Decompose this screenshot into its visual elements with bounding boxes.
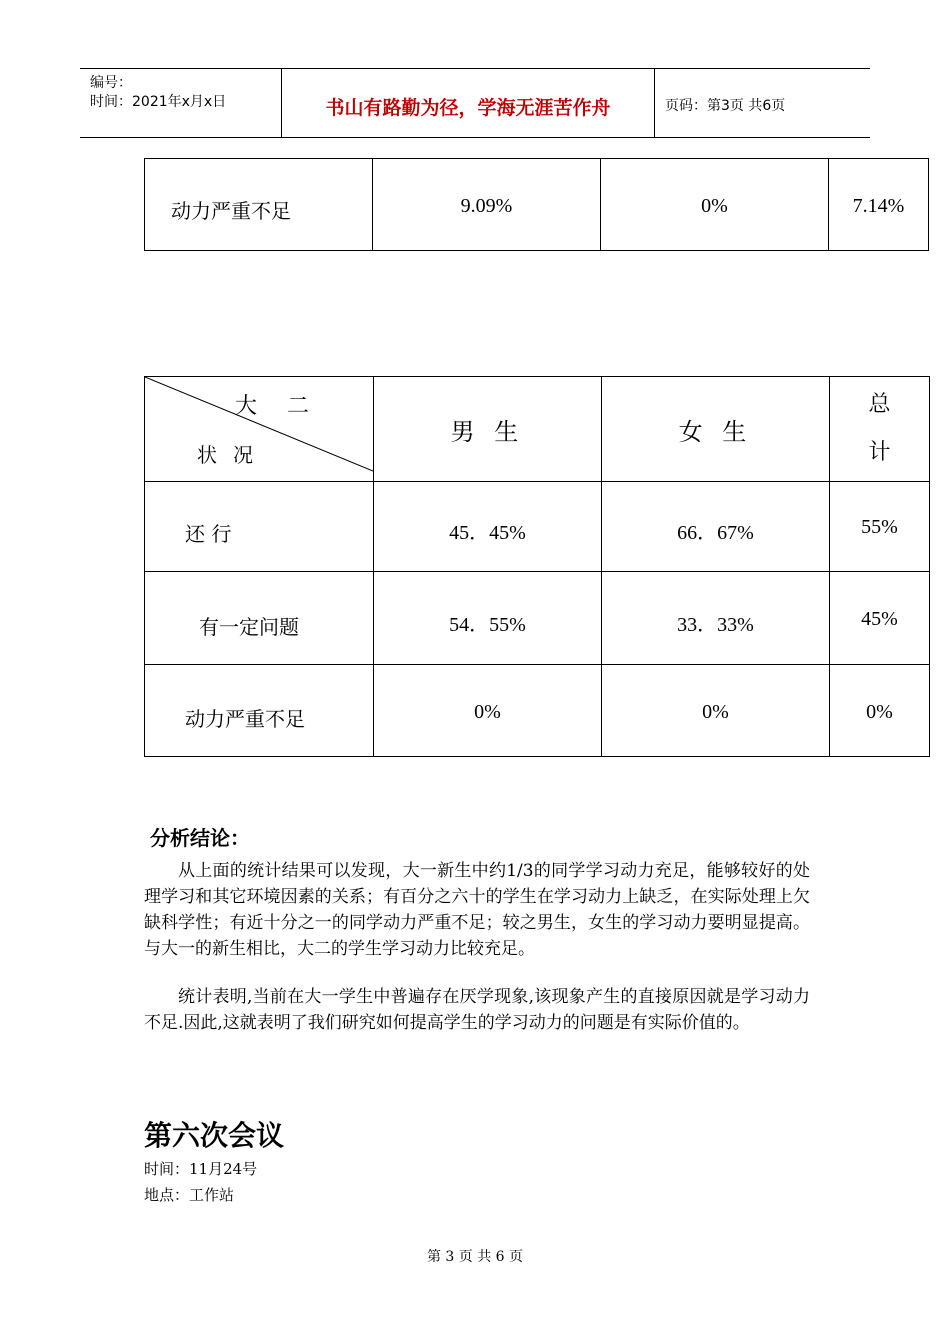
document-number-label: 编号： [90,75,132,91]
table-row [145,482,930,572]
table-row [145,665,930,757]
header-motto: 书山有路勤为径，学海无涯苦作舟 [325,97,611,119]
column-header-total-line1: 总 [868,392,891,417]
meeting-place: 地点：工作站 [144,1186,235,1204]
total-value: 55% [830,482,930,572]
analysis-paragraph-2: 统计表明,当前在大一学生中普遍存在厌学现象,该现象产生的直接原因就是学习动力不足.因此,这就表明了我们研究如何提高学生的学习动力的问题是有实际价值的。 [144,987,810,1033]
male-value: 0% [374,665,602,757]
document-time-label: 时间：2021年x月x日 [90,94,227,110]
analysis-heading: 分析结论： [150,826,250,850]
column-header-female: 女 生 [602,377,830,482]
table-row [145,159,929,251]
page-footer: 第 3 页 共 6 页 [426,1249,524,1265]
female-value: 0% [601,159,829,251]
row-label: 动力严重不足 [145,159,373,251]
analysis-paragraph-1: 从上面的统计结果可以发现，大一新生中约1/3的同学学习动力充足，能够较好的处理学习和其它环境因素的关系；有百分之六十的学生在学习动力上缺乏，在实际处理上欠缺科学性；有近十分之一的同学动力严重不足；较之男生，女生的学习动力要明显提高。与大一的新生相比，大二的学生学习动力比较充足。 [144,861,810,959]
header-motto-cell [282,69,655,137]
column-header-total-line2: 计 [868,440,891,465]
row-label: 动力严重不足 [145,665,374,757]
total-value: 45% [830,572,930,665]
header-page-cell [655,69,870,137]
stats-table-continued [144,158,929,251]
corner-label-bottom: 状况 [197,443,269,467]
meeting-time: 时间：11月24号 [144,1160,258,1178]
year2-stats-table [144,376,930,757]
female-value: 66．67% [602,482,830,572]
male-value: 54．55% [374,572,602,665]
row-label: 还 行 [145,482,374,572]
row-label: 有一定问题 [145,572,374,665]
header-page-info: 页码：第3页 共6页 [665,98,786,114]
female-value: 33．33% [602,572,830,665]
column-header-male: 男 生 [374,377,602,482]
diagonal-header-cell [145,377,374,482]
column-header-total [830,377,930,482]
total-value: 0% [830,665,930,757]
table-header-row [145,377,930,482]
female-value: 0% [602,665,830,757]
header-meta-cell [80,69,282,137]
page-header [80,68,870,138]
male-value: 45．45% [374,482,602,572]
total-value: 7.14% [829,159,929,251]
male-value: 9.09% [373,159,601,251]
table-row [145,572,930,665]
corner-label-top: 大二 [235,394,340,419]
meeting-title: 第六次会议 [144,1119,285,1152]
